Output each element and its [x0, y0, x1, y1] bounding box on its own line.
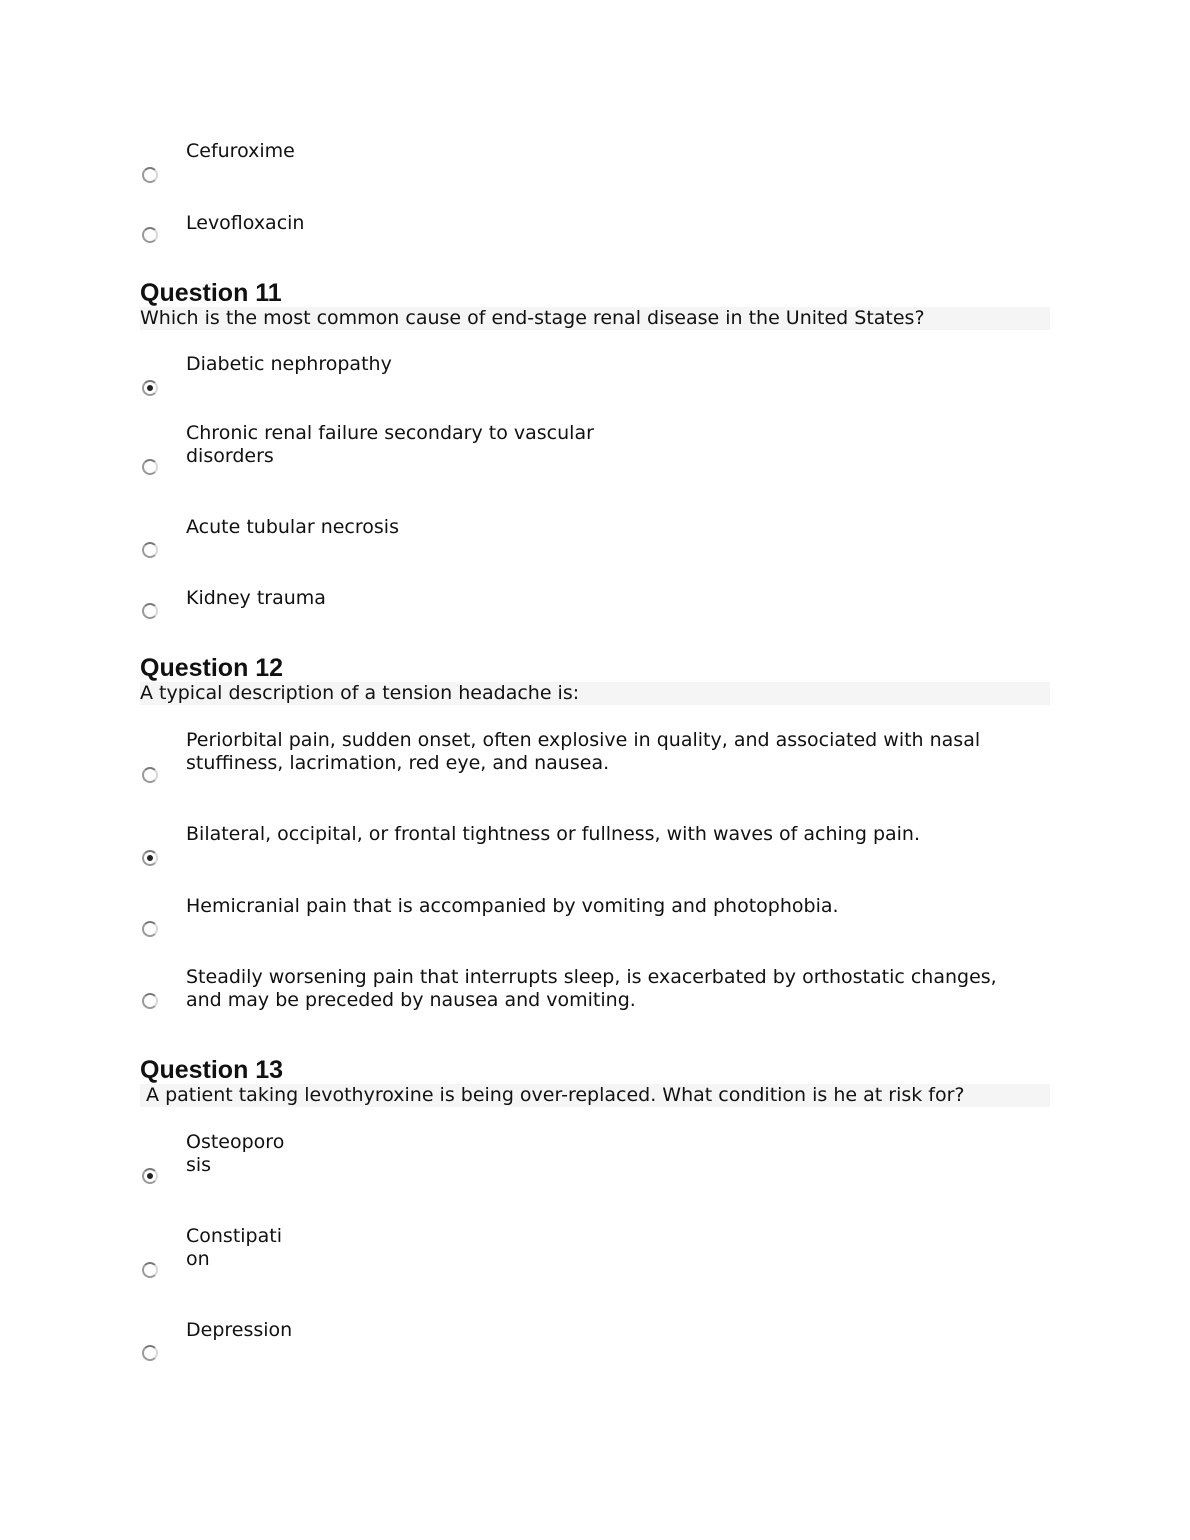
- option-label: Bilateral, occipital, or frontal tightness or fullness, with waves of aching pain.: [186, 823, 921, 845]
- radio-button[interactable]: [142, 1262, 158, 1278]
- question-heading: Question 13: [140, 1056, 284, 1084]
- option-label: Diabetic nephropathy: [186, 353, 392, 375]
- question-text: Which is the most common cause of end-stage renal disease in the United States?: [140, 307, 1050, 330]
- radio-button[interactable]: [142, 459, 158, 475]
- radio-button[interactable]: [142, 1345, 158, 1361]
- radio-button[interactable]: [142, 603, 158, 619]
- option-label: Hemicranial pain that is accompanied by vomiting and photophobia.: [186, 895, 839, 917]
- option-label: Osteoporo sis: [186, 1131, 285, 1176]
- option-label: Chronic renal failure secondary to vascular disorders: [186, 422, 594, 467]
- option-label: Levofloxacin: [186, 212, 305, 234]
- option-label: Depression: [186, 1319, 293, 1341]
- radio-button-selected[interactable]: [142, 380, 158, 396]
- option-label: Cefuroxime: [186, 140, 295, 162]
- radio-button[interactable]: [142, 167, 158, 183]
- radio-button[interactable]: [142, 921, 158, 937]
- option-label: Constipati on: [186, 1225, 282, 1270]
- question-text: A typical description of a tension headache is:: [140, 682, 1050, 705]
- option-label: Kidney trauma: [186, 587, 326, 609]
- option-label: Steadily worsening pain that interrupts sleep, is exacerbated by orthostatic changes, and may be preceded by nausea and vomiting.: [186, 966, 997, 1011]
- question-heading: Question 11: [140, 279, 282, 307]
- option-label: Periorbital pain, sudden onset, often explosive in quality, and associated with nasal stuffiness, lacrimation, red eye, and nausea.: [186, 729, 981, 774]
- radio-button[interactable]: [142, 542, 158, 558]
- radio-button[interactable]: [142, 227, 158, 243]
- radio-button[interactable]: [142, 767, 158, 783]
- radio-button-selected[interactable]: [142, 1168, 158, 1184]
- radio-button-selected[interactable]: [142, 850, 158, 866]
- option-label: Acute tubular necrosis: [186, 516, 399, 538]
- question-heading: Question 12: [140, 654, 284, 682]
- question-text: A patient taking levothyroxine is being over-replaced. What condition is he at risk for?: [140, 1084, 1050, 1107]
- radio-button[interactable]: [142, 993, 158, 1009]
